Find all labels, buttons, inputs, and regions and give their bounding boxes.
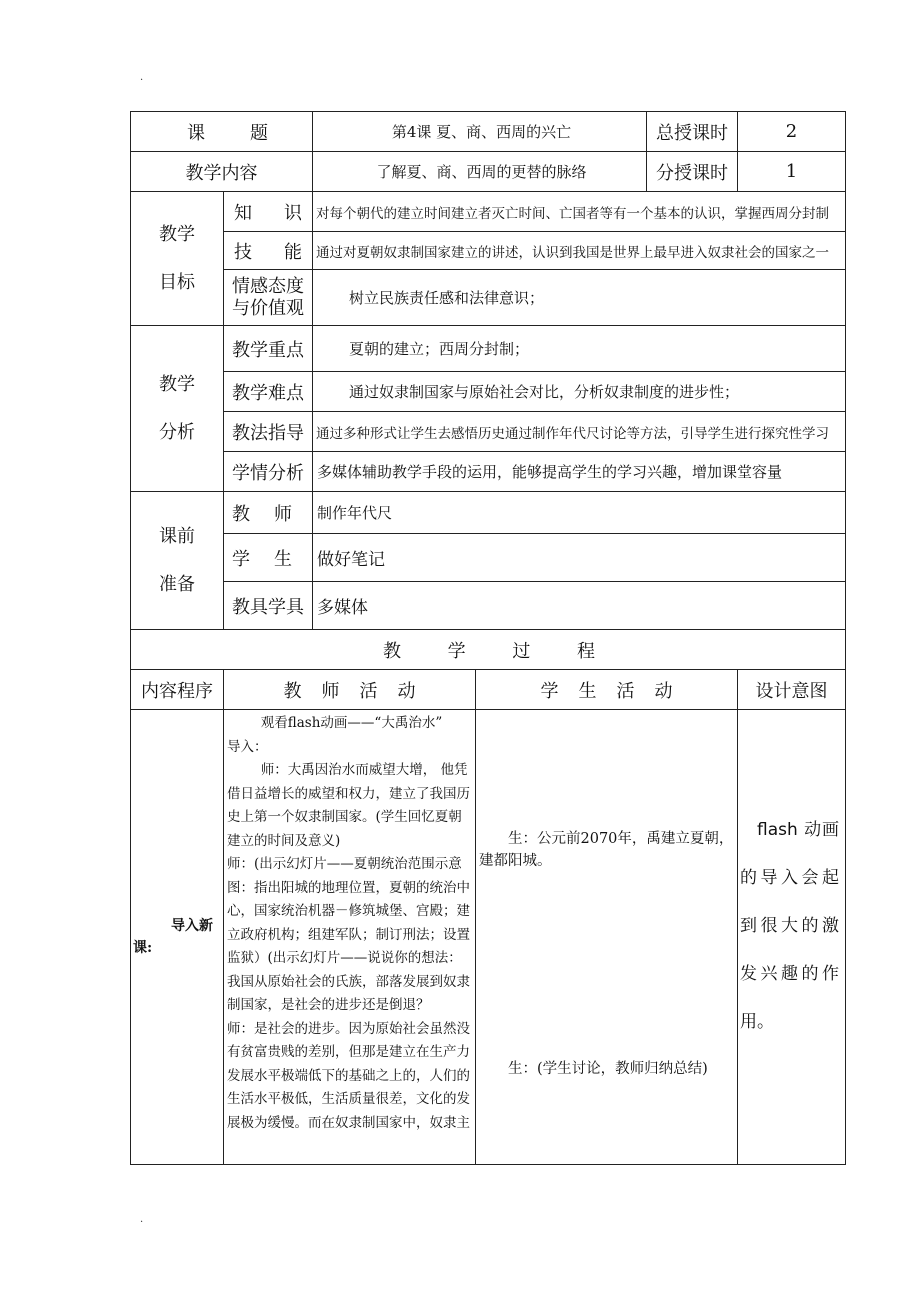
prep-teacher-label (224, 492, 313, 534)
student-analysis-text: 多媒体辅助教学手段的运用，能够提高学生的学习兴趣，增加课堂容量 (313, 452, 846, 492)
process-title-char: 教 (383, 640, 401, 662)
col-teacher-char: 动 (397, 680, 416, 702)
key-text: 夏朝的建立；西周分封制； (313, 326, 846, 372)
emotion-label-line2: 与价值观 (232, 297, 304, 319)
page-mark-top: . (140, 72, 144, 83)
difficult-text: 通过奴隶制国家与原始社会对比，分析奴隶制度的进步性； (313, 372, 846, 412)
col-teacher-char: 活 (359, 680, 378, 702)
col-teacher-header (224, 670, 476, 710)
teacher-line: 师：(出示幻灯片——夏朝统治范围示意图：指出阳城的地理位置，夏朝的统治中心，国家统治机器－修筑城堡、宫殿；建立政府机构；组建军队；制订刑法；设置监狱）(出示幻灯片——说说你的想法：我国从原始社会的氏族，部落发展到奴隶制国家，是社会的进步还是倒退？ (227, 856, 470, 1013)
page-mark-bottom: . (140, 1214, 144, 1225)
content-value: 了解夏、商、西周的更替的脉络 (313, 152, 647, 192)
teacher-line: 导入： (227, 738, 268, 755)
skill-label (224, 232, 313, 270)
analysis-label-line1: 教学 (159, 373, 195, 395)
teacher-line: 师：大禹因治水而威望大增， 他凭借日益增长的威望和权力，建立了我国历史上第一个奴隶制国家。(学生回忆夏朝建立的时间及意义) (227, 762, 470, 849)
prep-student-label-b: 生 (274, 548, 292, 570)
process-title (131, 630, 846, 670)
topic-label-b: 题 (250, 122, 268, 144)
intro-label (131, 710, 224, 1165)
lesson-plan-table (130, 111, 846, 1165)
design-intent-text: flash 动画的导入会起到很大的激发兴趣的作用。 (740, 820, 840, 1032)
knowledge-label-b: 识 (284, 202, 302, 224)
analysis-label-line2: 分析 (159, 421, 195, 443)
student-line-2: 生：(学生讨论，教师归纳总结) (508, 1061, 708, 1077)
knowledge-label (224, 192, 313, 232)
prep-teacher-label-a: 教 (232, 503, 250, 525)
goals-label-line2: 目标 (159, 271, 195, 293)
prep-teacher-label-b: 师 (274, 503, 292, 525)
col-teacher-char: 教 (283, 680, 302, 702)
emotion-label-line1: 情感态度 (232, 275, 304, 297)
content-label: 教学内容 (131, 152, 313, 192)
analysis-label (131, 326, 224, 492)
student-activity (476, 710, 738, 1165)
goals-label (131, 192, 224, 326)
total-hours-value: 2 (738, 112, 846, 152)
method-text: 通过多种形式让学生去感悟历史通过制作年代尺讨论等方法，引导学生进行探究性学习 (313, 412, 846, 452)
process-title-char: 过 (512, 640, 531, 662)
split-hours-value: 1 (738, 152, 846, 192)
student-line-1: 生：公元前2070年，禹建立夏朝，建都阳城。 (479, 831, 734, 869)
topic-value: 第4课 夏、商、西周的兴亡 (313, 112, 647, 152)
prep-student-text: 做好笔记 (313, 534, 846, 582)
col-student-char: 生 (578, 680, 597, 702)
col-design-header: 设计意图 (738, 670, 846, 710)
topic-label-a: 课 (187, 122, 205, 144)
process-title-char: 程 (577, 640, 596, 662)
tools-label: 教具学具 (224, 582, 313, 630)
prep-label-line1: 课前 (159, 525, 195, 547)
skill-label-a: 技 (234, 241, 252, 263)
prep-label (131, 492, 224, 630)
split-hours-label: 分授课时 (647, 152, 738, 192)
col-student-char: 活 (616, 680, 635, 702)
process-title-char: 学 (447, 640, 466, 662)
difficult-label: 教学难点 (224, 372, 313, 412)
student-analysis-label: 学情分析 (224, 452, 313, 492)
col-student-char: 动 (654, 680, 673, 702)
intro-label-b: 课: (133, 940, 153, 956)
col-student-header (476, 670, 738, 710)
col-order-header: 内容程序 (131, 670, 224, 710)
design-intent (738, 710, 846, 1165)
total-hours-label: 总授课时 (647, 112, 738, 152)
emotion-text: 树立民族责任感和法律意识； (313, 270, 846, 326)
prep-teacher-text: 制作年代尺 (313, 492, 846, 534)
col-student-char: 学 (540, 680, 559, 702)
knowledge-label-a: 知 (234, 202, 252, 224)
col-teacher-char: 师 (321, 680, 340, 702)
prep-label-line2: 准备 (159, 573, 195, 595)
prep-student-label-a: 学 (232, 548, 250, 570)
goals-label-line1: 教学 (159, 223, 195, 245)
skill-label-b: 能 (284, 241, 302, 263)
prep-student-label (224, 534, 313, 582)
skill-text: 通过对夏朝奴隶制国家建立的讲述，认识到我国是世界上最早进入奴隶社会的国家之一 (313, 232, 846, 270)
intro-label-a: 导入新 (171, 918, 213, 934)
method-label: 教法指导 (224, 412, 313, 452)
tools-text: 多媒体 (313, 582, 846, 630)
teacher-activity (224, 710, 476, 1165)
key-label: 教学重点 (224, 326, 313, 372)
emotion-label (224, 270, 313, 326)
teacher-line: 师：是社会的进步。因为原始社会虽然没有贫富贵贱的差别，但那是建立在生产力发展水平极端低下的基础之上的，人们的生活水平极低，生活质量很差，文化的发展极为缓慢。而在奴隶制国家中，奴隶主 (227, 1020, 470, 1131)
topic-label-cell (131, 112, 313, 152)
knowledge-text: 对每个朝代的建立时间建立者灭亡时间、亡国者等有一个基本的认识，掌握西周分封制 (313, 192, 846, 232)
teacher-line: 观看flash动画——“大禹治水” (260, 715, 443, 731)
